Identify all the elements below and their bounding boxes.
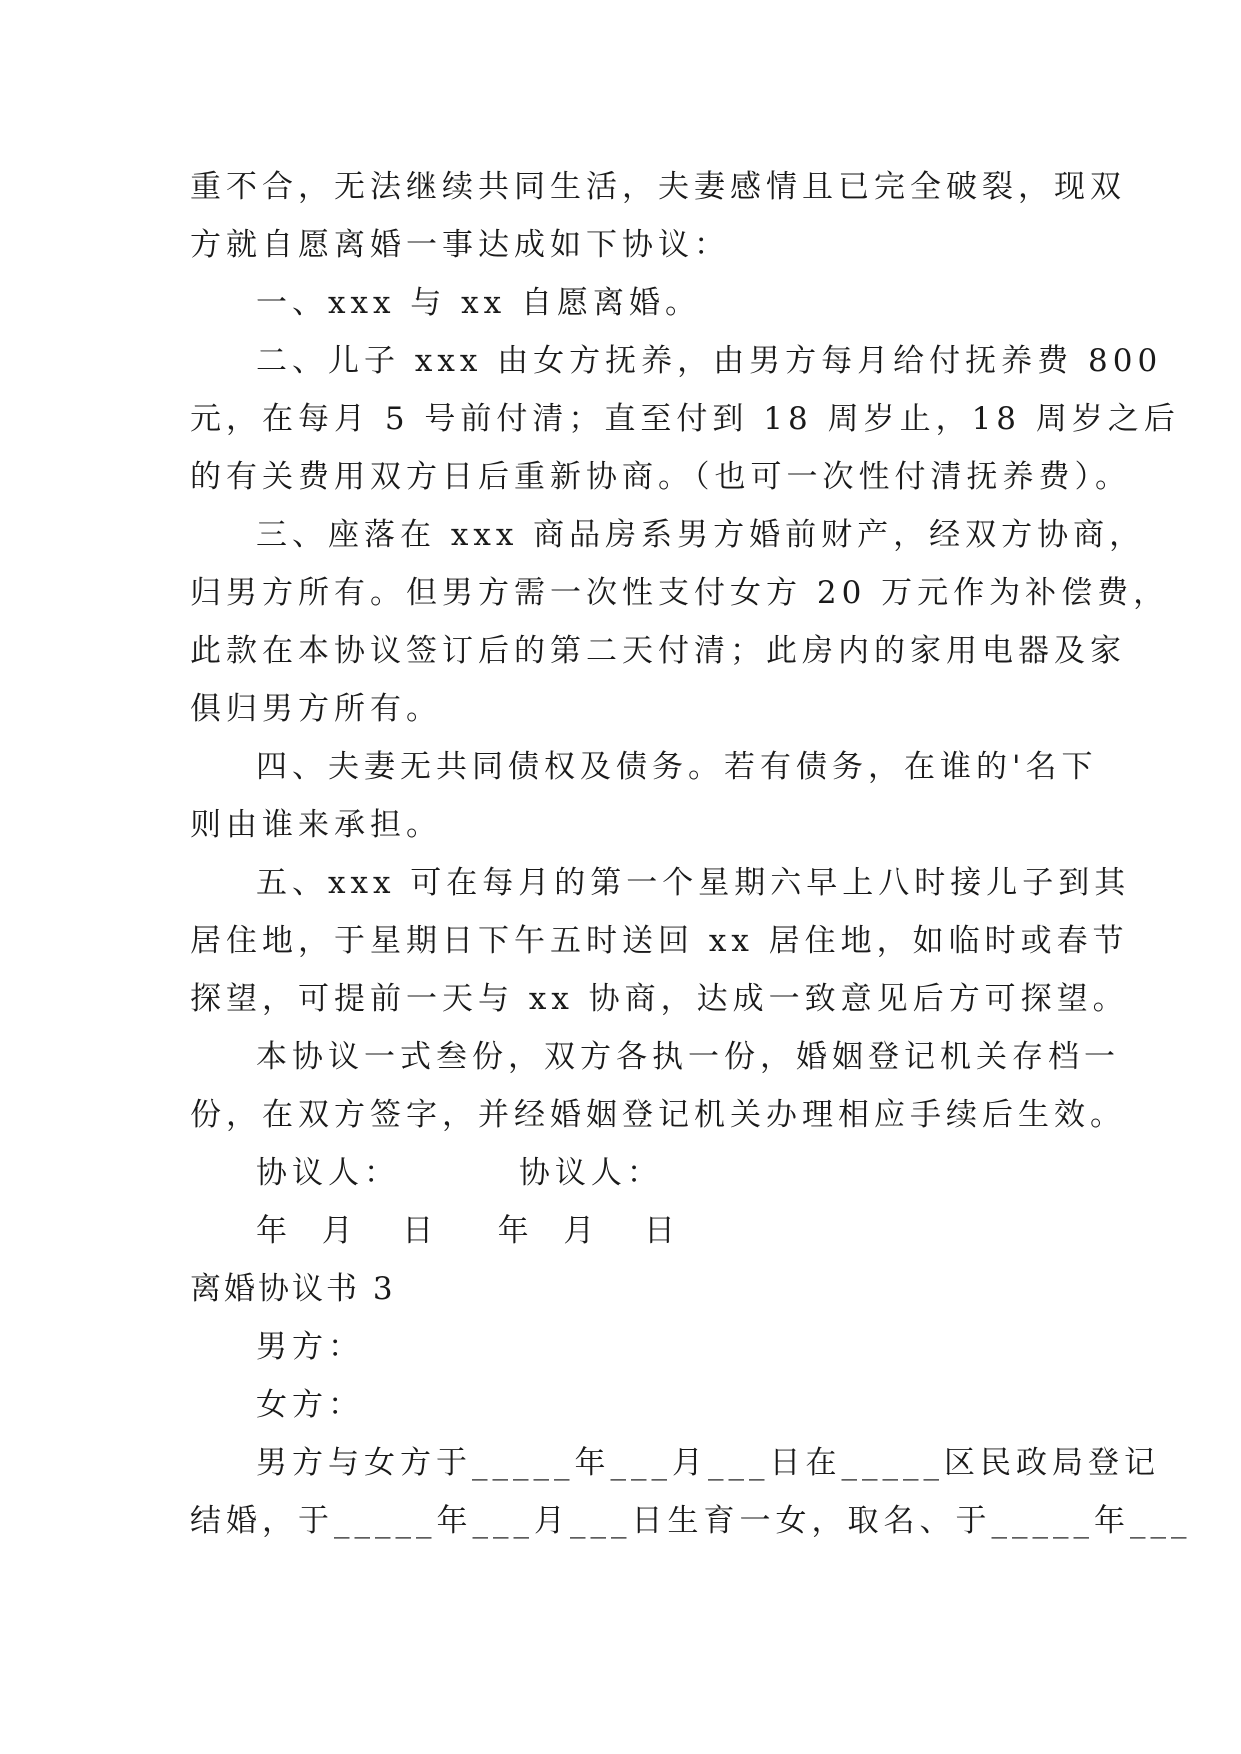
- text-line: 居住地，于星期日下午五时送回 xx 居住地，如临时或春节: [190, 923, 1129, 959]
- text-line: 份，在双方签字，并经婚姻登记机关办理相应手续后生效。: [190, 1097, 1126, 1133]
- clause-three: 三、座落在 xxx 商品房系男方婚前财产，经双方协商，: [256, 517, 1146, 553]
- text-line: 此款在本协议签订后的第二天付清；此房内的家用电器及家: [190, 633, 1126, 669]
- text-line: 探望，可提前一天与 xx 协商，达成一致意见后方可探望。: [190, 981, 1129, 1017]
- marriage-registration-line: 男方与女方于_____年___月___日在_____区民政局登记: [256, 1445, 1160, 1481]
- clause-four: 四、夫妻无共同债权及债务。若有债务，在谁的'名下: [256, 749, 1098, 785]
- document-page: [190, 158, 1192, 1550]
- text-line: 方就自愿离婚一事达成如下协议：: [190, 227, 730, 263]
- date-labels: 年 月 日 年 月 日: [256, 1213, 680, 1249]
- female-party-label: 女方：: [256, 1387, 364, 1423]
- text-line: 元，在每月 5 号前付清；直至付到 18 周岁止，18 周岁之后: [190, 401, 1180, 437]
- text-line: 的有关费用双方日后重新协商。（也可一次性付清抚养费）。: [190, 459, 1131, 495]
- copies-clause: 本协议一式叁份，双方各执一份，婚姻登记机关存档一: [256, 1039, 1120, 1075]
- male-party-label: 男方：: [256, 1329, 364, 1365]
- text-line: 归男方所有。但男方需一次性支付女方 20 万元作为补偿费，: [190, 575, 1170, 611]
- clause-five: 五、xxx 可在每月的第一个星期六早上八时接儿子到其: [256, 865, 1131, 901]
- clause-one: 一、xxx 与 xx 自愿离婚。: [256, 285, 701, 321]
- text-line: 则由谁来承担。: [190, 807, 442, 843]
- clause-two: 二、儿子 xxx 由女方抚养，由男方每月给付抚养费 800: [256, 343, 1163, 379]
- signatory-labels: 协议人： 协议人：: [256, 1155, 663, 1191]
- text-line: 俱归男方所有。: [190, 691, 442, 727]
- text-line: 结婚，于_____年___月___日生育一女，取名、于_____年___: [190, 1503, 1192, 1539]
- document-section-title: 离婚协议书 3: [190, 1271, 396, 1307]
- text-line: 重不合，无法继续共同生活，夫妻感情且已完全破裂，现双: [190, 169, 1126, 205]
